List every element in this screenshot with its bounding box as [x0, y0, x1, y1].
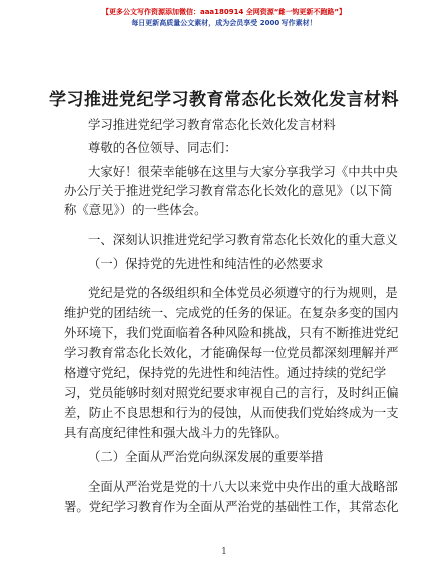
promo-banner-line-1: 【更多公文写作资源添加微信：aaa180914 全网资源“雌一钩更新不跑路”】: [101, 8, 347, 16]
body-line: 党纪是党的各级组织和全体党员必须遵守的行为规则，是: [88, 285, 398, 300]
body-line: 大家好！很荣幸能够在这里与大家分享我学习《中共中央: [88, 164, 398, 179]
section-heading: 一、深刻认识推进党纪学习教育常态化长效化的重大意义: [88, 232, 398, 247]
body-line: 全面从严治党是党的十八大以来党中央作出的重大战略部: [88, 479, 398, 494]
document-title: 学习推进党纪学习教育常态化长效化发言材料: [49, 90, 399, 110]
page-number: 1: [221, 547, 227, 557]
body-line: 办公厅关于推进党纪学习教育常态化长效化的意见》（以下简: [64, 183, 393, 198]
subsection-heading: （一）保持党的先进性和纯洁性的必然要求: [88, 256, 324, 271]
document-subtitle: 学习推进党纪学习教育常态化长效化发言材料: [88, 117, 336, 132]
body-line: 格遵守党纪，保持党的先进性和纯洁性。通过持续的党纪学: [64, 365, 387, 380]
body-line: 维护党的团结统一、完成党的任务的保证。在复杂多变的国内: [64, 305, 399, 320]
body-line: 差，防止不良思想和行为的侵蚀，从而使我们党始终成为一支: [64, 405, 399, 420]
promo-banner: [0, 7, 448, 29]
body-line: 称《意见》）的一些体会。: [64, 202, 207, 217]
body-line: 具有高度纪律性和强大战斗力的先锋队。: [64, 425, 288, 440]
subsection-heading: （二）全面从严治党向纵深发展的重要举措: [88, 449, 324, 464]
body-line: 学习教育常态化长效化，才能确保每一位党员都深刻理解并严: [64, 345, 399, 360]
body-line: 署。党纪学习教育作为全面从严治党的基础性工作，其常态化: [64, 499, 399, 514]
body-line: 习，党员能够时刻对照党纪要求审视自己的言行，及时纠正偏: [64, 385, 399, 400]
body-line: 外环境下，我们党面临着各种风险和挑战，只有不断推进党纪: [64, 325, 399, 340]
greeting-line: 尊敬的各位领导、同志们：: [88, 140, 237, 155]
promo-banner-line-2: 每日更新高质量公文素材，成为会员享受 2000 写作素材！: [131, 19, 317, 27]
